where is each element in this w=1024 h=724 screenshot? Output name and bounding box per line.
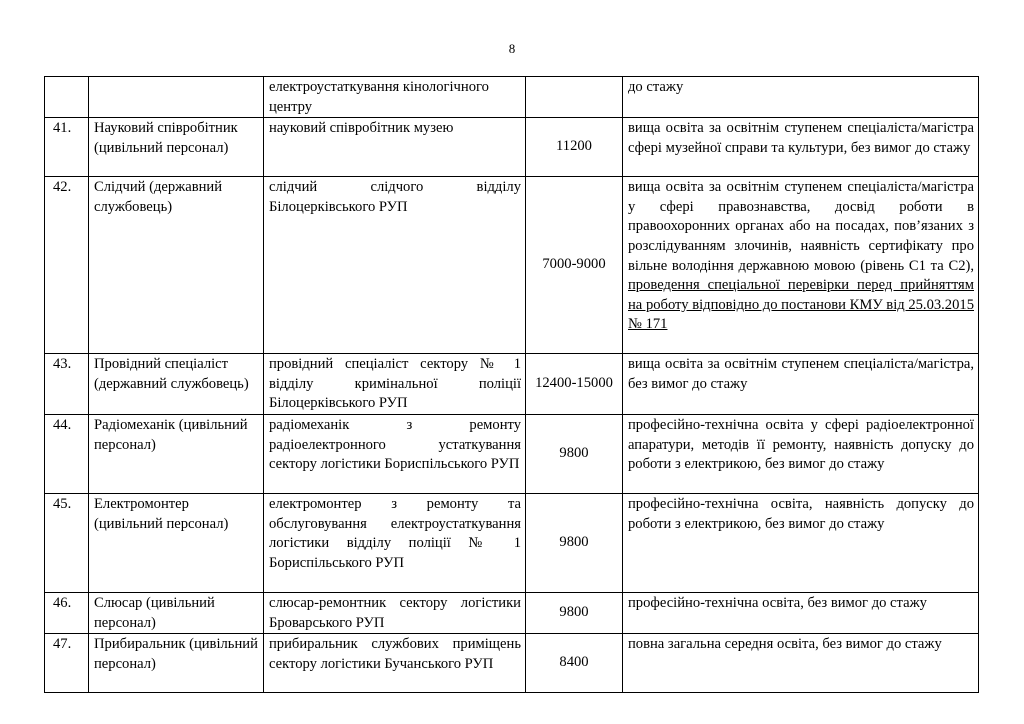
page-number: 8 xyxy=(508,41,516,56)
row-number: 47. xyxy=(45,634,89,693)
requirements: вища освіта за освітнім ступенем спеціаліста/магістра сфері музейної справи та культури, без вимог до стажу xyxy=(623,118,979,177)
job-title: науковий співробітник музею xyxy=(264,118,526,177)
position-name xyxy=(89,77,264,118)
job-title: електромонтер з ремонту та обслуговування електроустаткування логістики відділу поліції № 1 Бориспільського РУП xyxy=(264,493,526,592)
salary xyxy=(526,77,623,118)
requirements-underlined-text: проведення спеціальної перевірки перед прийняттям на роботу відповідно до постанови КМУ від 25.03.2015 № 171 xyxy=(628,277,974,333)
job-title: слідчий слідчого відділу Білоцерківського РУП xyxy=(264,177,526,354)
table-row xyxy=(45,493,979,592)
table-row xyxy=(45,634,979,693)
row-number: 41. xyxy=(45,118,89,177)
salary: 9800 xyxy=(526,592,623,633)
salary: 7000-9000 xyxy=(526,177,623,354)
requirements xyxy=(623,177,979,354)
salary: 12400-15000 xyxy=(526,354,623,415)
table-row xyxy=(45,118,979,177)
position-name: Прибиральник (цивільний персонал) xyxy=(89,634,264,693)
row-number: 46. xyxy=(45,592,89,633)
position-name: Слідчий (державний службовець) xyxy=(89,177,264,354)
requirements: повна загальна середня освіта, без вимог до стажу xyxy=(623,634,979,693)
table-row xyxy=(45,177,979,354)
row-number: 42. xyxy=(45,177,89,354)
row-number xyxy=(45,77,89,118)
job-title: прибиральник службових приміщень сектору логістики Бучанського РУП xyxy=(264,634,526,693)
salary: 9800 xyxy=(526,493,623,592)
position-name: Слюсар (цивільний персонал) xyxy=(89,592,264,633)
job-title: електроустаткування кінологічного центру xyxy=(264,77,526,118)
row-number: 45. xyxy=(45,493,89,592)
requirements: вища освіта за освітнім ступенем спеціаліста/магістра, без вимог до стажу xyxy=(623,354,979,415)
table-row xyxy=(45,414,979,493)
job-title: слюсар-ремонтник сектору логістики Броварського РУП xyxy=(264,592,526,633)
row-number: 44. xyxy=(45,414,89,493)
salary: 8400 xyxy=(526,634,623,693)
position-name: Науковий співробітник (цивільний персонал) xyxy=(89,118,264,177)
salary: 11200 xyxy=(526,118,623,177)
job-title: радіомеханік з ремонту радіоелектронного устаткування сектору логістики Бориспільського РУП xyxy=(264,414,526,493)
position-name: Електромонтер (цивільний персонал) xyxy=(89,493,264,592)
requirements: професійно-технічна освіта у сфері радіоелектронної апаратури, методів її ремонту, наявність допуску до роботи з електрикою, без вимог до стажу xyxy=(623,414,979,493)
requirements: професійно-технічна освіта, наявність допуску до роботи з електрикою, без вимог до стажу xyxy=(623,493,979,592)
salary: 9800 xyxy=(526,414,623,493)
row-number: 43. xyxy=(45,354,89,415)
table-row xyxy=(45,592,979,633)
requirements-text: вища освіта за освітнім ступенем спеціаліста/магістра у сфері правознавства, досвід роботи в правоохоронних органах або на посадах, пов’язаних з розслідуванням злочинів, наявність сертифікату про вільне володіння державною мовою (рівень С1 та С2), xyxy=(628,179,974,274)
job-title: провідний спеціаліст сектору № 1 відділу кримінальної поліції Білоцерківського РУП xyxy=(264,354,526,415)
requirements: до стажу xyxy=(623,77,979,118)
position-name: Радіомеханік (цивільний персонал) xyxy=(89,414,264,493)
position-name: Провідний спеціаліст (державний службовець) xyxy=(89,354,264,415)
vacancies-table xyxy=(44,76,979,693)
table-row xyxy=(45,77,979,118)
table-row xyxy=(45,354,979,415)
requirements: професійно-технічна освіта, без вимог до стажу xyxy=(623,592,979,633)
